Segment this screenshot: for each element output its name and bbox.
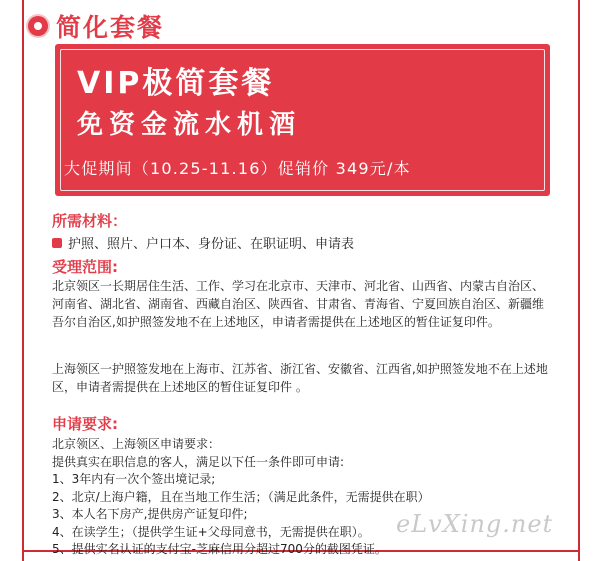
materials-text: 护照、照片、户口本、身份证、在职证明、申请表: [68, 237, 355, 252]
requirements-line: 5、提供实名认证的支付宝-芝麻信用分超过700分的截图凭证。: [52, 542, 387, 556]
requirements-title: 申请要求:: [52, 415, 118, 433]
square-bullet-icon: [52, 238, 62, 248]
requirements-line: 北京领区、上海领区申请要求：: [52, 437, 221, 451]
requirements-line: 提供真实在职信息的客人，满足以下任一条件即可申请:: [52, 454, 345, 469]
scope-beijing-text: 北京领区一长期居住生活、工作、学习在北京市、天津市、河北省、山西省、内蒙古自治区、河南省、湖北省、湖南省、西藏自治区、陕西省、甘肃省、青海省、宁夏回族自治区、新疆维吾尔自治区,如护照签发地不在上述地区，申请者需提供在上述地区的暂住证复印件。: [52, 279, 545, 329]
circle-bullet-icon: [28, 16, 48, 36]
section-heading-text: 简化套餐: [56, 13, 165, 42]
requirements-list: [52, 436, 430, 559]
right-border-line: [578, 0, 580, 561]
section-heading: [28, 8, 164, 44]
watermark: eLvXing.net: [396, 510, 554, 538]
scope-title: 受理范围:: [52, 258, 118, 276]
requirements-line: 2、北京/上海户籍，且在当地工作生活；（满足此条件，无需提供在职）: [52, 489, 430, 504]
materials-item: [52, 233, 354, 252]
requirements-line: 4、在读学生；（提供学生证+父母同意书，无需提供在职）。: [52, 524, 370, 539]
materials-title: 所需材料：: [52, 212, 128, 230]
banner-title: VIP极简套餐: [77, 66, 275, 101]
vip-package-banner: [55, 44, 550, 196]
left-border-line: [22, 0, 24, 561]
requirements-line: 1、3年内有一次个签出境记录;: [52, 472, 216, 486]
banner-promo-price: 大促期间（10.25-11.16）促销价 349元/本: [64, 159, 411, 178]
scope-shanghai-text: 上海领区一护照签发地在上海市、江苏省、浙江省、安徽省、江西省,如护照签发地不在上述地区，申请者需提供在上述地区的暂住证复印件 。: [52, 362, 548, 394]
requirements-line: 3、本人名下房产,提供房产证复印件;: [52, 507, 248, 521]
banner-subtitle: 免资金流水机酒: [77, 110, 302, 140]
